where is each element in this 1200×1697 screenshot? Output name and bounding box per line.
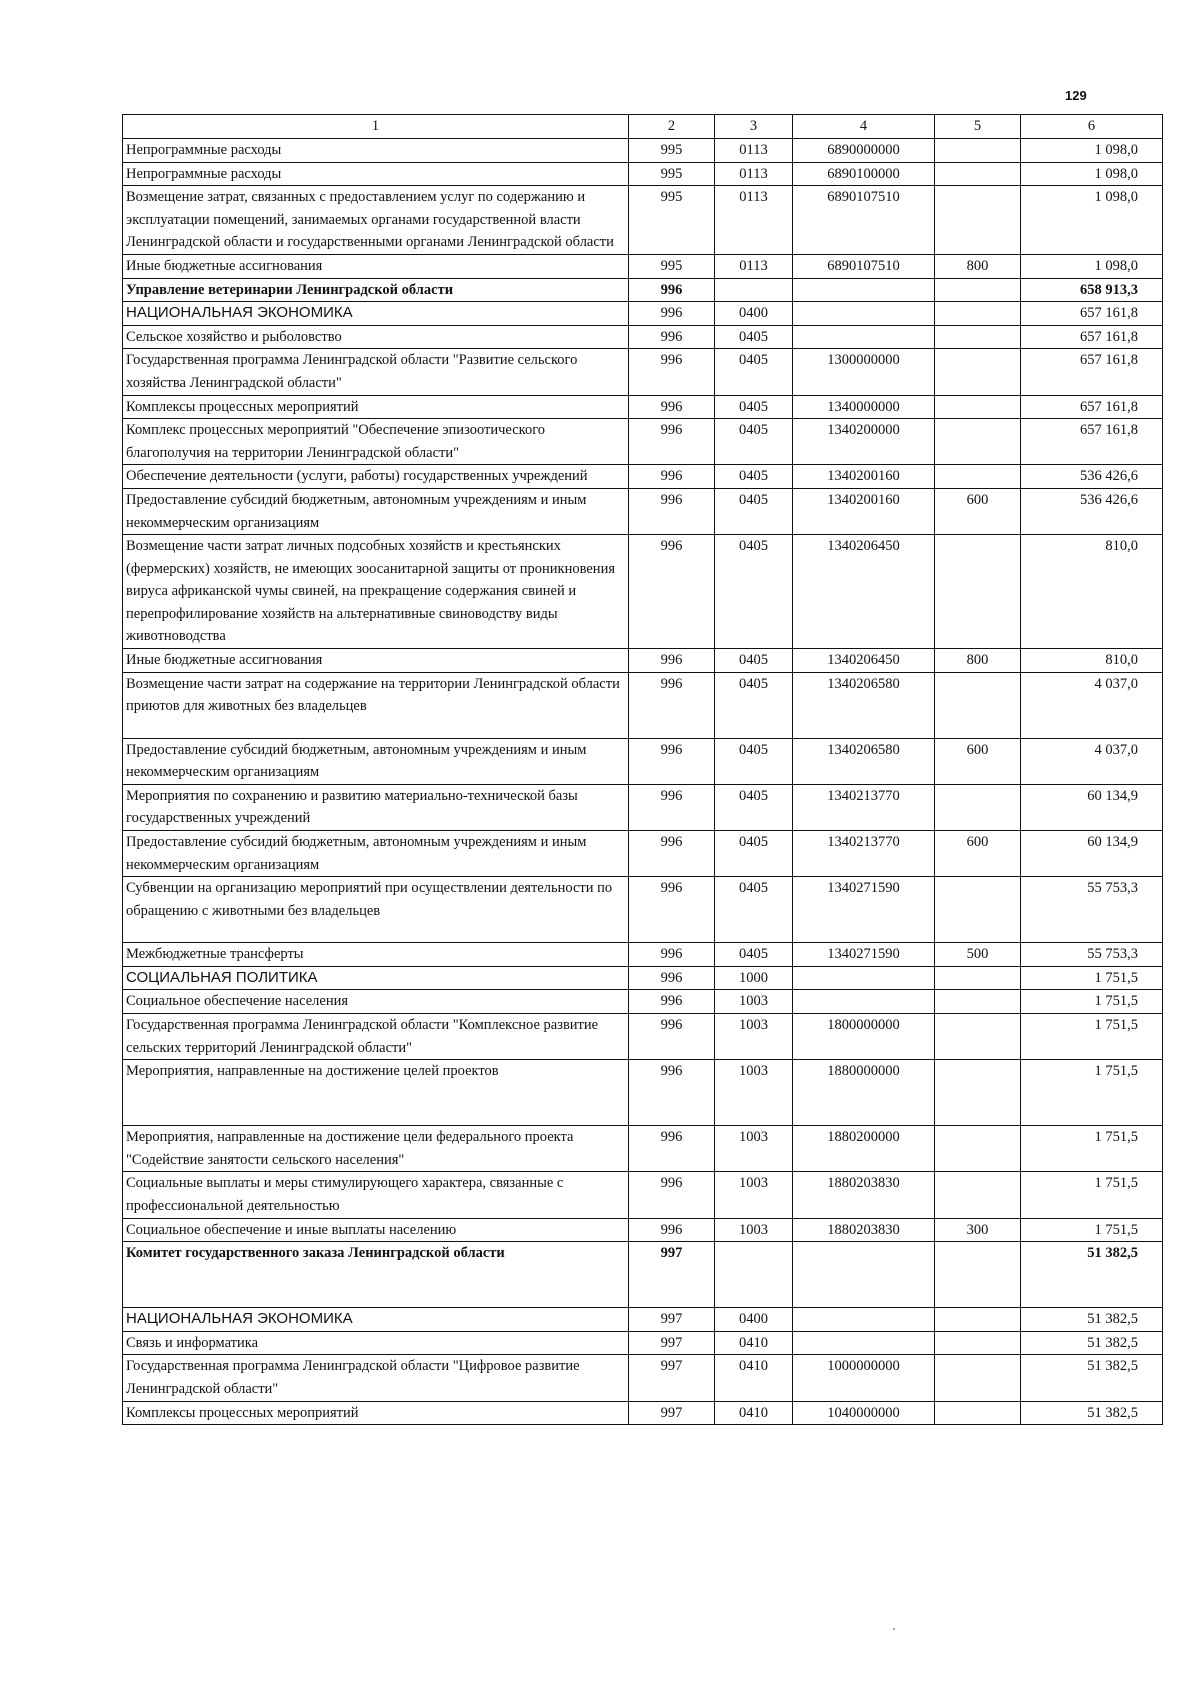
expense-type-cell: 600 [935,488,1021,534]
section-code-cell: 0410 [715,1331,793,1355]
target-article-cell: 1340271590 [793,877,935,943]
target-article-cell: 1300000000 [793,349,935,395]
ministry-code-cell: 997 [629,1331,715,1355]
target-article-cell: 1340206580 [793,672,935,738]
expense-name-cell: Государственная программа Ленинградской области "Цифровое развитие Ленинградской области" [123,1355,629,1401]
table-row [123,784,1163,830]
section-code-cell: 0405 [715,784,793,830]
ministry-code-cell: 996 [629,738,715,784]
section-code-cell: 0400 [715,302,793,326]
section-code-cell: 0405 [715,325,793,349]
target-article-cell: 6890100000 [793,162,935,186]
expense-name-cell: СОЦИАЛЬНАЯ ПОЛИТИКА [123,966,629,990]
section-code-cell: 1000 [715,966,793,990]
expense-name-cell: Социальные выплаты и меры стимулирующего характера, связанные с профессиональной деятельностью [123,1172,629,1218]
expense-type-cell [935,1355,1021,1401]
target-article-cell: 1340200000 [793,419,935,465]
ministry-code-cell: 996 [629,1172,715,1218]
expense-type-cell [935,395,1021,419]
section-code-cell: 0405 [715,395,793,419]
amount-cell: 51 382,5 [1021,1401,1163,1425]
expense-type-cell [935,1014,1021,1060]
expense-type-cell: 500 [935,943,1021,967]
amount-cell: 810,0 [1021,535,1163,649]
section-code-cell: 1003 [715,1014,793,1060]
expense-type-cell [935,325,1021,349]
ministry-code-cell: 995 [629,186,715,255]
table-row [123,1308,1163,1332]
budget-table [122,114,1163,1425]
column-header: 3 [715,115,793,139]
table-row [123,831,1163,877]
expense-type-cell [935,1331,1021,1355]
section-code-cell: 0410 [715,1355,793,1401]
table-row [123,139,1163,163]
section-code-cell: 0405 [715,465,793,489]
section-code-cell: 0400 [715,1308,793,1332]
expense-type-cell: 300 [935,1218,1021,1242]
expense-name-cell: Предоставление субсидий бюджетным, автономным учреждениям и иным некоммерческим организациям [123,831,629,877]
table-row [123,1060,1163,1126]
section-code-cell: 1003 [715,1172,793,1218]
ministry-code-cell: 995 [629,139,715,163]
column-header: 1 [123,115,629,139]
amount-cell: 1 098,0 [1021,186,1163,255]
target-article-cell [793,302,935,326]
table-row [123,672,1163,738]
amount-cell: 536 426,6 [1021,488,1163,534]
ministry-code-cell: 997 [629,1401,715,1425]
target-article-cell: 1880000000 [793,1060,935,1126]
amount-cell: 51 382,5 [1021,1308,1163,1332]
target-article-cell [793,990,935,1014]
expense-name-cell: Межбюджетные трансферты [123,943,629,967]
scan-speck [893,1628,895,1630]
expense-name-cell: НАЦИОНАЛЬНАЯ ЭКОНОМИКА [123,1308,629,1332]
table-row [123,325,1163,349]
target-article-cell: 6890107510 [793,186,935,255]
table-row [123,877,1163,943]
expense-name-cell: Комплекс процессных мероприятий "Обеспечение эпизоотического благополучия на территории Ленинградской области" [123,419,629,465]
ministry-code-cell: 996 [629,1218,715,1242]
expense-type-cell: 800 [935,649,1021,673]
table-row [123,278,1163,302]
section-code-cell: 0113 [715,254,793,278]
ministry-code-cell: 996 [629,465,715,489]
expense-name-cell: Субвенции на организацию мероприятий при осуществлении деятельности по обращению с животными без владельцев [123,877,629,943]
table-row [123,649,1163,673]
expense-name-cell: Комплексы процессных мероприятий [123,1401,629,1425]
amount-cell: 1 751,5 [1021,1172,1163,1218]
target-article-cell: 1340206450 [793,649,935,673]
expense-type-cell [935,419,1021,465]
section-code-cell: 0405 [715,943,793,967]
section-code-cell: 0405 [715,738,793,784]
expense-name-cell: Мероприятия по сохранению и развитию материально-технической базы государственных учреждений [123,784,629,830]
ministry-code-cell: 996 [629,784,715,830]
expense-type-cell [935,990,1021,1014]
expense-type-cell [935,139,1021,163]
table-row [123,990,1163,1014]
target-article-cell: 1340271590 [793,943,935,967]
section-code-cell: 0113 [715,162,793,186]
target-article-cell [793,1242,935,1308]
amount-cell: 4 037,0 [1021,672,1163,738]
ministry-code-cell: 996 [629,419,715,465]
target-article-cell: 1880203830 [793,1172,935,1218]
section-code-cell [715,278,793,302]
amount-cell: 55 753,3 [1021,877,1163,943]
target-article-cell [793,966,935,990]
amount-cell: 55 753,3 [1021,943,1163,967]
table-row [123,738,1163,784]
column-header: 6 [1021,115,1163,139]
amount-cell: 60 134,9 [1021,831,1163,877]
amount-cell: 1 098,0 [1021,254,1163,278]
expense-name-cell: Возмещение части затрат на содержание на территории Ленинградской области приютов для животных без владельцев [123,672,629,738]
section-code-cell: 0405 [715,649,793,673]
table-header-row [123,115,1163,139]
section-code-cell [715,1242,793,1308]
section-code-cell: 0405 [715,672,793,738]
expense-type-cell [935,535,1021,649]
expense-name-cell: Предоставление субсидий бюджетным, автономным учреждениям и иным некоммерческим организациям [123,738,629,784]
table-row [123,1242,1163,1308]
ministry-code-cell: 995 [629,162,715,186]
amount-cell: 536 426,6 [1021,465,1163,489]
target-article-cell: 1880203830 [793,1218,935,1242]
expense-type-cell [935,349,1021,395]
expense-type-cell [935,1401,1021,1425]
amount-cell: 657 161,8 [1021,325,1163,349]
table-row [123,488,1163,534]
expense-type-cell [935,1242,1021,1308]
table-row [123,349,1163,395]
table-row [123,162,1163,186]
column-header: 5 [935,115,1021,139]
amount-cell: 51 382,5 [1021,1331,1163,1355]
expense-type-cell [935,162,1021,186]
amount-cell: 1 098,0 [1021,162,1163,186]
section-code-cell: 0113 [715,139,793,163]
table-body [123,139,1163,1425]
target-article-cell: 1340000000 [793,395,935,419]
expense-name-cell: Предоставление субсидий бюджетным, автономным учреждениям и иным некоммерческим организациям [123,488,629,534]
section-code-cell: 0405 [715,535,793,649]
table-row [123,1355,1163,1401]
expense-name-cell: Управление ветеринарии Ленинградской области [123,278,629,302]
expense-name-cell: Социальное обеспечение и иные выплаты населению [123,1218,629,1242]
expense-name-cell: Иные бюджетные ассигнования [123,254,629,278]
ministry-code-cell: 996 [629,831,715,877]
ministry-code-cell: 996 [629,535,715,649]
expense-type-cell [935,302,1021,326]
ministry-code-cell: 996 [629,1014,715,1060]
expense-type-cell [935,278,1021,302]
table-row [123,966,1163,990]
expense-name-cell: Комплексы процессных мероприятий [123,395,629,419]
target-article-cell: 1340200160 [793,488,935,534]
expense-name-cell: Мероприятия, направленные на достижение цели федерального проекта "Содействие занятости сельского населения" [123,1126,629,1172]
table-row [123,254,1163,278]
ministry-code-cell: 996 [629,325,715,349]
expense-type-cell [935,1126,1021,1172]
column-header: 4 [793,115,935,139]
expense-name-cell: Обеспечение деятельности (услуги, работы) государственных учреждений [123,465,629,489]
expense-type-cell: 600 [935,738,1021,784]
table-row [123,535,1163,649]
expense-type-cell [935,186,1021,255]
expense-type-cell [935,784,1021,830]
expense-name-cell: Сельское хозяйство и рыболовство [123,325,629,349]
expense-type-cell [935,877,1021,943]
expense-type-cell: 800 [935,254,1021,278]
expense-type-cell [935,966,1021,990]
ministry-code-cell: 997 [629,1242,715,1308]
ministry-code-cell: 996 [629,966,715,990]
table-row [123,1331,1163,1355]
table-row [123,1014,1163,1060]
target-article-cell [793,325,935,349]
expense-name-cell: Иные бюджетные ассигнования [123,649,629,673]
expense-name-cell: Социальное обеспечение населения [123,990,629,1014]
column-header: 2 [629,115,715,139]
amount-cell: 810,0 [1021,649,1163,673]
amount-cell: 1 751,5 [1021,990,1163,1014]
amount-cell: 1 751,5 [1021,1218,1163,1242]
expense-name-cell: Возмещение затрат, связанных с предоставлением услуг по содержанию и эксплуатации помещений, занимаемых органами государственной власти Ленинградской области и государственными органами Ленинградской области [123,186,629,255]
table-row [123,302,1163,326]
expense-name-cell: Возмещение части затрат личных подсобных хозяйств и крестьянских (фермерских) хозяйств, не имеющих зоосанитарной защиты от проникновения вируса африканской чумы свиней, на прекращение содержания свиней и перепрофилирование хозяйств на альтернативные свиноводству виды животноводства [123,535,629,649]
target-article-cell: 1340206450 [793,535,935,649]
amount-cell: 657 161,8 [1021,302,1163,326]
page-number: 129 [1065,88,1087,103]
section-code-cell: 1003 [715,1218,793,1242]
target-article-cell: 1340213770 [793,831,935,877]
section-code-cell: 0405 [715,877,793,943]
amount-cell: 1 098,0 [1021,139,1163,163]
expense-name-cell: Непрограммные расходы [123,162,629,186]
table-row [123,1126,1163,1172]
expense-type-cell: 600 [935,831,1021,877]
target-article-cell: 1880200000 [793,1126,935,1172]
table-row [123,419,1163,465]
amount-cell: 1 751,5 [1021,966,1163,990]
target-article-cell [793,1308,935,1332]
target-article-cell: 1800000000 [793,1014,935,1060]
section-code-cell: 0405 [715,831,793,877]
target-article-cell: 1040000000 [793,1401,935,1425]
expense-name-cell: Государственная программа Ленинградской области "Развитие сельского хозяйства Ленинградской области" [123,349,629,395]
expense-name-cell: Непрограммные расходы [123,139,629,163]
table-row [123,186,1163,255]
target-article-cell: 6890107510 [793,254,935,278]
expense-type-cell [935,1172,1021,1218]
ministry-code-cell: 996 [629,1060,715,1126]
expense-name-cell: НАЦИОНАЛЬНАЯ ЭКОНОМИКА [123,302,629,326]
amount-cell: 657 161,8 [1021,349,1163,395]
ministry-code-cell: 996 [629,349,715,395]
table-row [123,465,1163,489]
target-article-cell: 1340213770 [793,784,935,830]
amount-cell: 51 382,5 [1021,1242,1163,1308]
amount-cell: 4 037,0 [1021,738,1163,784]
ministry-code-cell: 997 [629,1308,715,1332]
expense-type-cell [935,465,1021,489]
ministry-code-cell: 996 [629,877,715,943]
table-row [123,943,1163,967]
section-code-cell: 0113 [715,186,793,255]
amount-cell: 60 134,9 [1021,784,1163,830]
ministry-code-cell: 995 [629,254,715,278]
table-row [123,1218,1163,1242]
amount-cell: 1 751,5 [1021,1126,1163,1172]
amount-cell: 1 751,5 [1021,1014,1163,1060]
ministry-code-cell: 996 [629,672,715,738]
section-code-cell: 0405 [715,349,793,395]
amount-cell: 658 913,3 [1021,278,1163,302]
expense-type-cell [935,672,1021,738]
target-article-cell: 1340200160 [793,465,935,489]
expense-type-cell [935,1308,1021,1332]
target-article-cell: 1340206580 [793,738,935,784]
expense-name-cell: Связь и информатика [123,1331,629,1355]
section-code-cell: 0410 [715,1401,793,1425]
section-code-cell: 1003 [715,990,793,1014]
section-code-cell: 1003 [715,1126,793,1172]
ministry-code-cell: 996 [629,1126,715,1172]
ministry-code-cell: 996 [629,990,715,1014]
expense-type-cell [935,1060,1021,1126]
target-article-cell: 6890000000 [793,139,935,163]
ministry-code-cell: 996 [629,278,715,302]
table-row [123,395,1163,419]
amount-cell: 657 161,8 [1021,395,1163,419]
ministry-code-cell: 996 [629,395,715,419]
section-code-cell: 0405 [715,488,793,534]
amount-cell: 1 751,5 [1021,1060,1163,1126]
section-code-cell: 1003 [715,1060,793,1126]
ministry-code-cell: 996 [629,302,715,326]
target-article-cell: 1000000000 [793,1355,935,1401]
ministry-code-cell: 997 [629,1355,715,1401]
ministry-code-cell: 996 [629,488,715,534]
section-code-cell: 0405 [715,419,793,465]
ministry-code-cell: 996 [629,649,715,673]
amount-cell: 657 161,8 [1021,419,1163,465]
expense-name-cell: Государственная программа Ленинградской области "Комплексное развитие сельских территорий Ленинградской области" [123,1014,629,1060]
ministry-code-cell: 996 [629,943,715,967]
target-article-cell [793,1331,935,1355]
expense-name-cell: Мероприятия, направленные на достижение целей проектов [123,1060,629,1126]
amount-cell: 51 382,5 [1021,1355,1163,1401]
target-article-cell [793,278,935,302]
expense-name-cell: Комитет государственного заказа Ленинградской области [123,1242,629,1308]
table-row [123,1401,1163,1425]
table-row [123,1172,1163,1218]
